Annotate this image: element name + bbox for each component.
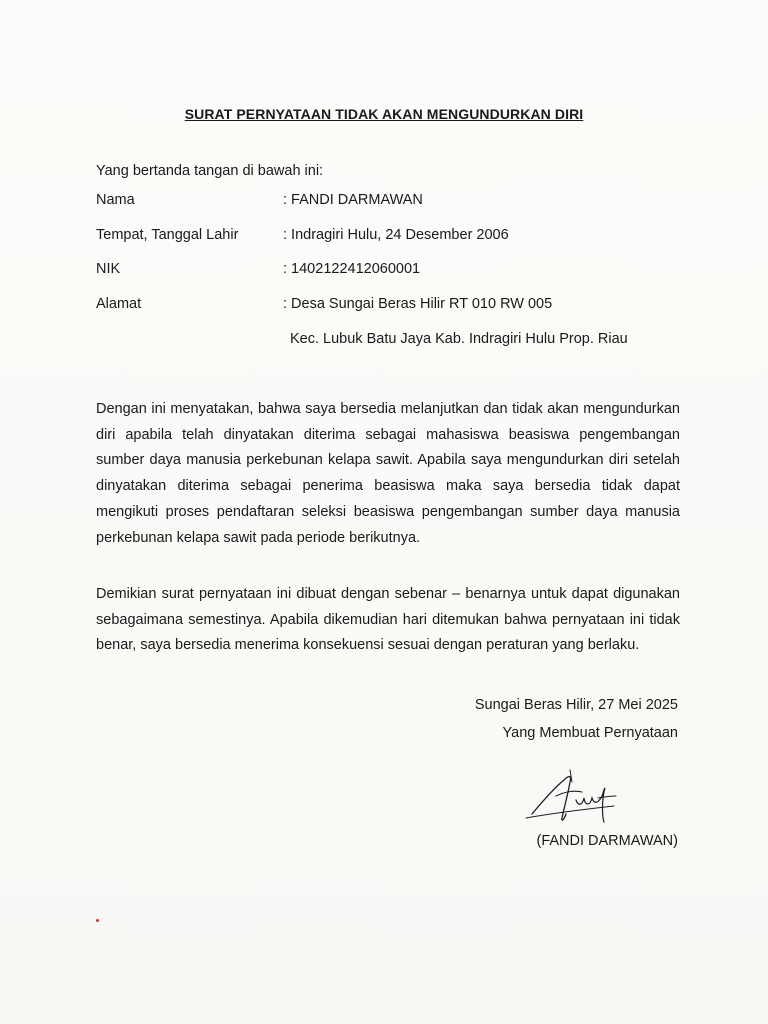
statement-paragraph: Dengan ini menyatakan, bahwa saya bersedia melanjutkan dan tidak akan mengundurkan diri apabila telah dinyatakan diterima sebagai mahasiswa beasiswa pengembangan sumber daya manusia perkebunan kelapa sawit. Apabila saya mengundurkan diri setelah dinyatakan diterima sebagai penerima beasiswa maka saya bersedia tidak dapat mengikuti proses pendaftaran seleksi beasiswa pengembangan sumber daya manusia perkebunan kelapa sawit pada periode berikutnya.	[96, 401, 680, 546]
address-line-2: Kec. Lubuk Batu Jaya Kab. Indragiri Hulu Prop. Riau	[290, 331, 628, 347]
field-value-alamat: : Desa Sungai Beras Hilir RT 010 RW 005	[283, 296, 553, 312]
field-value-ttl: : Indragiri Hulu, 24 Desember 2006	[283, 227, 509, 243]
signer-role: Yang Membuat Pernyataan	[502, 725, 678, 741]
field-label-alamat: Alamat	[96, 296, 142, 312]
signer-name: (FANDI DARMAWAN)	[536, 833, 678, 849]
intro-text: Yang bertanda tangan di bawah ini:	[96, 163, 324, 179]
signature-icon	[518, 762, 638, 832]
document-title: SURAT PERNYATAAN TIDAK AKAN MENGUNDURKAN DIRI	[184, 106, 584, 122]
paper-speck	[96, 919, 99, 922]
field-label-nik: NIK	[96, 261, 121, 277]
place-date: Sungai Beras Hilir, 27 Mei 2025	[474, 697, 678, 713]
field-value-nik: : 1402122412060001	[283, 261, 421, 277]
field-value-nama: : FANDI DARMAWAN	[283, 192, 423, 208]
field-label-nama: Nama	[96, 192, 135, 208]
closing-paragraph: Demikian surat pernyataan ini dibuat dengan sebenar – benarnya untuk dapat digunakan sebagaimana semestinya. Apabila dikemudian hari ditemukan bahwa pernyataan ini tidak benar, saya bersedia menerima konsekuensi sesuai dengan peraturan yang berlaku.	[96, 586, 680, 654]
field-label-ttl: Tempat, Tanggal Lahir	[96, 227, 239, 243]
